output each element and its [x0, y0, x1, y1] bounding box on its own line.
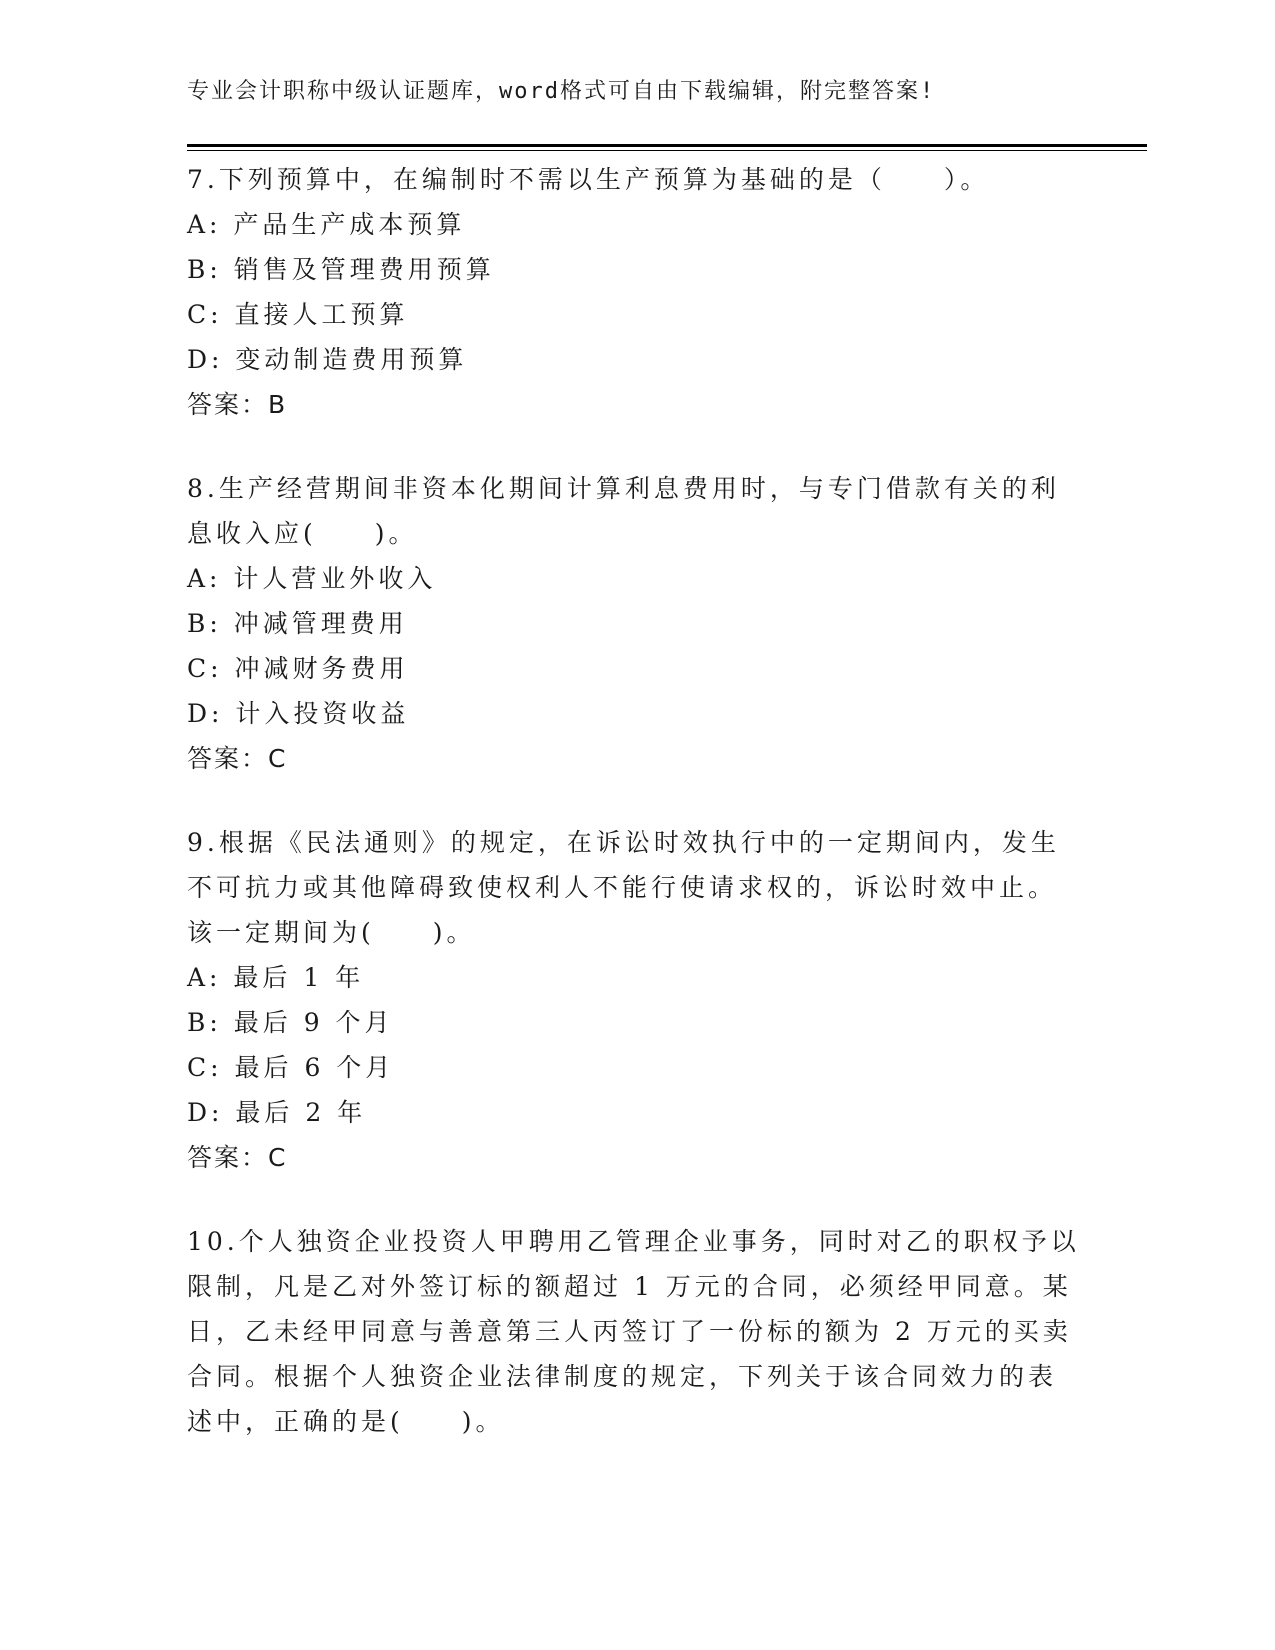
option-b: B: 销售及管理费用预算 — [187, 255, 495, 284]
option-b: B: 冲减管理费用 — [187, 609, 408, 638]
option-a: A: 产品生产成本预算 — [187, 210, 466, 239]
question-stem-line: 息收入应( )。 — [187, 519, 418, 548]
question-7 — [187, 157, 1067, 427]
option-a: A: 计人营业外收入 — [187, 564, 437, 593]
question-list — [187, 157, 1080, 1483]
question-stem-line: 10.个人独资企业投资人甲聘用乙管理企业事务，同时对乙的职权予以 — [187, 1227, 1080, 1256]
question-10 — [187, 1219, 1080, 1444]
question-8 — [187, 466, 1067, 781]
question-stem-line: 8.生产经营期间非资本化期间计算利息费用时，与专门借款有关的利 — [187, 474, 1060, 503]
question-9 — [187, 820, 1067, 1180]
header-rule-thin — [187, 150, 1147, 151]
question-stem-line: 限制，凡是乙对外签订标的额超过 1 万元的合同，必须经甲同意。某 — [187, 1272, 1072, 1301]
header-rule-thick — [187, 144, 1147, 147]
answer-line: 答案：C — [187, 744, 288, 773]
option-c: C: 最后 6 个月 — [187, 1053, 395, 1082]
page-header: 专业会计职称中级认证题库，word格式可自由下载编辑，附完整答案! — [187, 79, 936, 104]
question-stem-line: 7.下列预算中，在编制时不需以生产预算为基础的是（ ）。 — [187, 165, 990, 194]
option-b: B: 最后 9 个月 — [187, 1008, 394, 1037]
option-d: D: 计入投资收益 — [187, 699, 410, 728]
option-d: D: 最后 2 年 — [187, 1098, 367, 1127]
question-stem-line: 9.根据《民法通则》的规定，在诉讼时效执行中的一定期间内，发生 — [187, 828, 1060, 857]
option-d: D: 变动制造费用预算 — [187, 345, 468, 374]
option-a: A: 最后 1 年 — [187, 963, 365, 992]
question-stem-line: 日，乙未经甲同意与善意第三人丙签订了一份标的额为 2 万元的买卖 — [187, 1317, 1072, 1346]
question-stem-line: 合同。根据个人独资企业法律制度的规定，下列关于该合同效力的表 — [187, 1362, 1058, 1391]
answer-line: 答案：B — [187, 390, 288, 419]
answer-line: 答案：C — [187, 1143, 288, 1172]
option-c: C: 直接人工预算 — [187, 300, 409, 329]
question-stem-line: 不可抗力或其他障碍致使权利人不能行使请求权的，诉讼时效中止。 — [187, 873, 1058, 902]
question-stem-line: 述中，正确的是( )。 — [187, 1407, 505, 1436]
question-stem-line: 该一定期间为( )。 — [187, 918, 476, 947]
option-c: C: 冲减财务费用 — [187, 654, 409, 683]
